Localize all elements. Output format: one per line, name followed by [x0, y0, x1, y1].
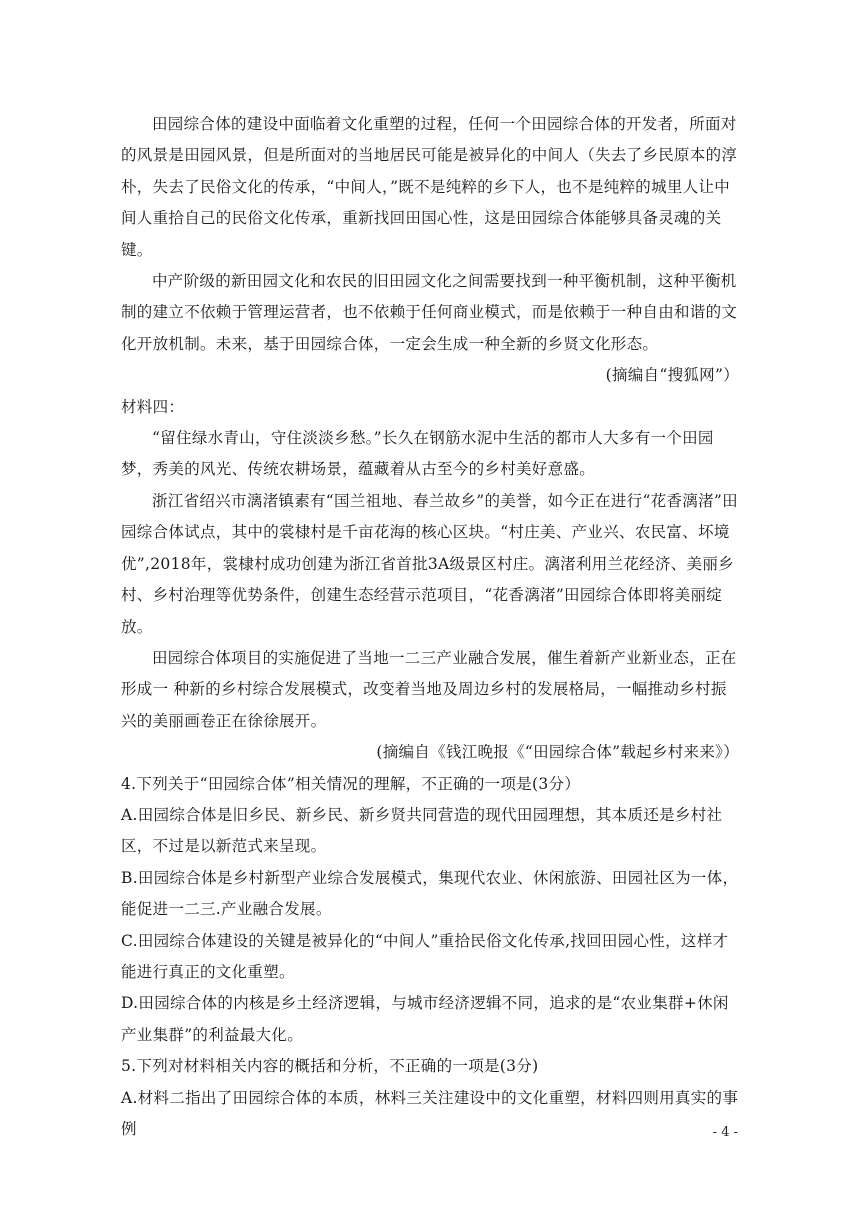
paragraph-rural-dream: “留住绿水青山，守住淡淡乡愁。”长久在钢筋水泥中生活的都市人大多有一个田园梦，秀美的风光、传统农耕场景，蕴藏着从古至今的乡村美好意盛。	[121, 429, 714, 479]
source-citation-qianjiang: (摘编自《钱江晚报《“田园综合体”载起乡村来来》）	[376, 743, 739, 762]
question-4-option-a: A.田园综合体是旧乡民、新乡民、新乡贤共同营造的现代田园理想，其本质还是乡村社区，不过是以新范式来呈现。	[121, 805, 723, 856]
question-4-option-d: D.田园综合体的内核是乡土经济逻辑，与城市经济逻辑不同，追求的是“农业集群+休闲产业集群”的利益最大化。	[121, 994, 729, 1044]
paragraph-project-impact: 田园综合体项目的实施促进了当地一二三产业融合发展，催生着新产业新业态，正在形成一 种新的乡村综合发展模式，改变着当地及周边乡村的发展格局，一幅推动乡村振兴的美丽画卷正在徐徐展开。	[121, 648, 737, 730]
paragraph-lizhu-town: 浙江省绍兴市漓渚镇素有“国兰祖地、春兰故乡”的美誉，如今正在进行“花香漓渚”田园综合体试点，其中的裳棣村是千亩花海的核心区块。“村庄美、产业兴、农民富、坏境优”,2018年，裳棣村成功创建为浙江省首批3A级景区村庄。漓渚利用兰花经济、美丽乡村、乡村治理等优势条件，创建生态经营示范项目，“花香漓渚”田园综合体即将美丽绽放。	[121, 491, 738, 636]
paragraph-balance-mechanism: 中产阶级的新田园文化和农民的旧田园文化之间需要找到一种平衡机制，这种平衡机制的建立不依赖于管理运营者，也不依赖于任何商业模式，而是依赖于一种自由和谐的文化开放机制。未来，基于田园综合体，一定会生成一种全新的乡贤文化形态。	[121, 272, 738, 353]
body-text	[121, 109, 739, 1145]
material-four-heading: 材料四：	[121, 397, 185, 416]
question-5-option-a: A.材料二指出了田园综合体的本质，林料三关注建设中的文化重塑，材料四则用真实的事例	[121, 1088, 739, 1138]
question-4-option-c: C.田园综合体建设的关键是被异化的“中间人”重拾民俗文化传承,找回田园心性，这样才能进行真正的文化重塑。	[121, 931, 729, 981]
source-citation-sohu: (摘编自“搜狐网”）	[605, 366, 739, 385]
page-number: - 4 -	[712, 1125, 738, 1140]
question-5: 5.下列对材料相关内容的概括和分析，不正确的一项是(3分)	[121, 1057, 539, 1076]
question-4-option-b: B.田园综合体是乡村新型产业综合发展模式，集现代农业、休闲旅游、田园社区为一体，能促进一二三.产业融合发展。	[121, 868, 739, 919]
paragraph-culture-reshaping: 田园综合体的建设中面临着文化重塑的过程，任何一个田园综合体的开发者，所面对的风景是田园风景，但是所面对的当地居民可能是被异化的中间人（失去了乡民原本的淳朴，失去了民俗文化的传承，“中间人，”既不是纯粹的乡下人，也不是纯粹的城里人让中间人重拾自己的民俗文化传承，重新找回田国心性，这是田园综合体能够具备灵魂的关键。	[121, 115, 738, 259]
question-4: 4.下列关于“田园综合体”相关情况的理解，不正确的一项是(3分）	[121, 774, 581, 793]
